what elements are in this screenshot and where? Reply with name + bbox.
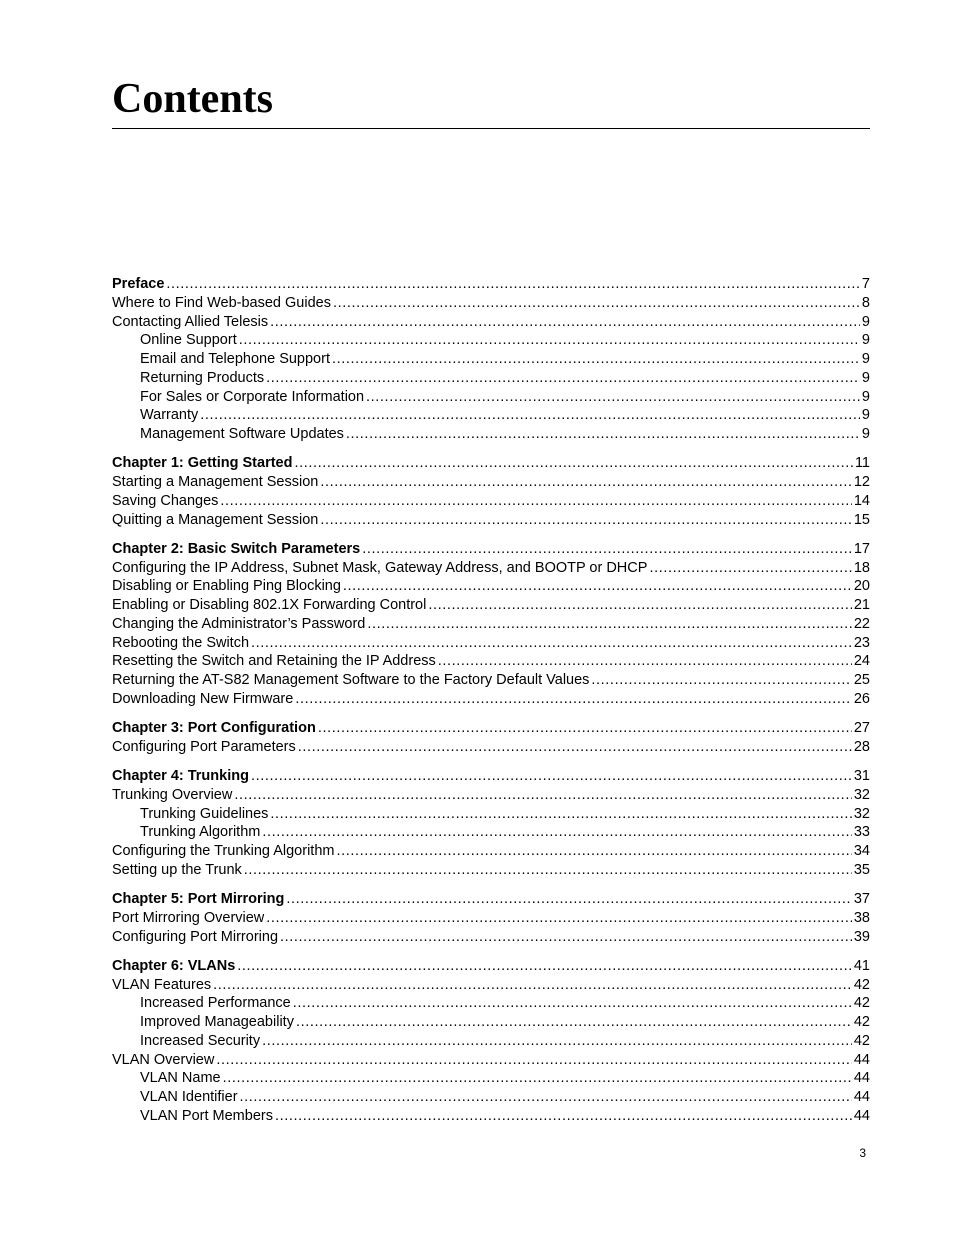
toc-entry[interactable]: [112, 671, 870, 690]
toc-entry-label: Disabling or Enabling Ping Blocking: [112, 578, 341, 595]
toc-entry[interactable]: [112, 406, 870, 425]
dot-leader: [262, 823, 852, 842]
toc-entry[interactable]: [112, 473, 870, 492]
dot-leader: [200, 406, 860, 425]
toc-entry-page: 25: [853, 672, 870, 688]
dot-leader: [270, 805, 851, 824]
dot-leader: [275, 1107, 852, 1126]
toc-entry-page: 31: [853, 768, 870, 784]
toc-entry-page: 44: [853, 1107, 870, 1124]
page-number: 3: [859, 1146, 866, 1160]
toc-entry[interactable]: [112, 350, 870, 369]
toc-entry[interactable]: [112, 1107, 870, 1126]
toc-entry-page: 42: [853, 976, 870, 993]
dot-leader: [366, 388, 860, 407]
toc-entry[interactable]: [112, 823, 870, 842]
dot-leader: [216, 1051, 852, 1070]
dot-leader: [239, 331, 860, 350]
dot-leader: [251, 767, 852, 786]
toc-entry-page: 12: [853, 474, 870, 490]
toc-entry-label: VLAN Port Members: [140, 1107, 273, 1124]
toc-entry-page: 9: [861, 332, 870, 349]
toc-entry[interactable]: [112, 1069, 870, 1088]
toc-entry[interactable]: [112, 313, 870, 332]
toc-entry[interactable]: [112, 511, 870, 530]
dot-leader: [332, 350, 860, 369]
dot-leader: [320, 511, 852, 530]
toc-entry-page: 42: [853, 1014, 870, 1030]
toc-entry-page: 18: [853, 559, 870, 576]
dot-leader: [343, 577, 852, 596]
toc-group: [112, 767, 870, 880]
title-divider: [112, 128, 870, 129]
toc-entry-label: Trunking Guidelines: [140, 805, 269, 822]
table-of-contents: [112, 275, 870, 1136]
dot-leader: [649, 559, 851, 578]
toc-entry-page: 42: [853, 995, 870, 1012]
toc-entry-label: Email and Telephone Support: [140, 351, 330, 367]
toc-entry-page: 44: [853, 1089, 870, 1105]
dot-leader: [280, 928, 852, 947]
toc-entry-label: Rebooting the Switch: [112, 634, 250, 651]
toc-entry[interactable]: [112, 805, 870, 824]
toc-entry[interactable]: [112, 842, 870, 861]
toc-entry-page: 22: [853, 615, 870, 632]
toc-entry[interactable]: [112, 634, 870, 653]
toc-entry-label: Configuring the Trunking Algorithm: [112, 843, 335, 859]
dot-leader: [223, 1069, 852, 1088]
toc-entry-page: 44: [853, 1051, 870, 1068]
toc-entry-page: 38: [853, 909, 870, 926]
page-title: Contents: [112, 76, 274, 122]
dot-leader: [166, 275, 860, 294]
toc-entry[interactable]: [112, 559, 870, 578]
toc-entry-page: 23: [853, 634, 870, 651]
toc-entry-page: 37: [853, 891, 870, 907]
toc-group: [112, 957, 870, 1126]
toc-chapter-entry[interactable]: [112, 719, 870, 738]
dot-leader: [293, 994, 852, 1013]
dot-leader: [318, 719, 852, 738]
toc-entry-page: 26: [853, 690, 870, 707]
toc-entry-page: 11: [854, 455, 870, 472]
toc-entry-label: Management Software Updates: [140, 426, 344, 442]
toc-entry-label: VLAN Name: [140, 1070, 221, 1087]
dot-leader: [244, 861, 852, 880]
toc-group: [112, 719, 870, 757]
toc-entry[interactable]: [112, 331, 870, 350]
toc-entry-page: 42: [853, 1032, 870, 1049]
dot-leader: [286, 890, 851, 909]
toc-chapter-entry[interactable]: [112, 454, 870, 473]
toc-entry-label: Downloading New Firmware: [112, 690, 294, 707]
toc-entry-page: 24: [853, 653, 870, 670]
toc-entry-label: VLAN Overview: [112, 1051, 215, 1068]
toc-entry[interactable]: [112, 1013, 870, 1032]
toc-entry[interactable]: [112, 1051, 870, 1070]
dot-leader: [266, 909, 852, 928]
toc-entry-label: Chapter 4: Trunking: [112, 768, 249, 784]
toc-entry[interactable]: [112, 492, 870, 511]
toc-entry-label: Increased Security: [140, 1032, 261, 1049]
toc-entry-label: Enabling or Disabling 802.1X Forwarding Control: [112, 597, 427, 613]
toc-entry-page: 8: [861, 294, 870, 311]
toc-chapter-entry[interactable]: [112, 767, 870, 786]
toc-entry-label: Chapter 3: Port Configuration: [112, 720, 316, 736]
dot-leader: [237, 957, 852, 976]
toc-entry-label: VLAN Identifier: [140, 1089, 238, 1105]
dot-leader: [591, 671, 851, 690]
toc-chapter-entry[interactable]: [112, 275, 870, 294]
toc-group: [112, 275, 870, 444]
toc-entry-page: 14: [853, 492, 870, 509]
dot-leader: [251, 634, 852, 653]
toc-entry[interactable]: [112, 615, 870, 634]
toc-entry[interactable]: [112, 994, 870, 1013]
toc-entry-label: Quitting a Management Session: [112, 511, 319, 528]
toc-entry-page: 17: [853, 540, 870, 557]
dot-leader: [367, 615, 852, 634]
toc-entry-page: 9: [861, 388, 870, 405]
toc-entry[interactable]: [112, 388, 870, 407]
toc-entry-page: 15: [853, 511, 870, 528]
toc-entry-label: Starting a Management Session: [112, 474, 319, 490]
toc-entry-label: Preface: [112, 276, 165, 292]
toc-entry[interactable]: [112, 738, 870, 757]
dot-leader: [362, 540, 852, 559]
toc-entry[interactable]: [112, 577, 870, 596]
toc-entry-label: Returning Products: [140, 369, 265, 386]
toc-entry-label: Where to Find Web-based Guides: [112, 294, 331, 311]
dot-leader: [266, 369, 860, 388]
dot-leader: [240, 1088, 852, 1107]
toc-entry-label: Chapter 1: Getting Started: [112, 455, 293, 472]
toc-entry-label: Warranty: [140, 407, 199, 424]
toc-entry-label: Chapter 2: Basic Switch Parameters: [112, 540, 361, 557]
toc-entry-label: Configuring Port Parameters: [112, 738, 296, 755]
toc-entry-page: 7: [861, 276, 870, 292]
toc-group: [112, 540, 870, 709]
dot-leader: [234, 786, 852, 805]
toc-entry-label: Port Mirroring Overview: [112, 909, 265, 926]
toc-entry-page: 27: [853, 720, 870, 736]
toc-entry[interactable]: [112, 976, 870, 995]
toc-entry[interactable]: [112, 861, 870, 880]
toc-entry-label: Online Support: [140, 332, 237, 349]
toc-entry-page: 32: [853, 786, 870, 803]
dot-leader: [295, 690, 852, 709]
toc-entry-label: Saving Changes: [112, 492, 219, 509]
toc-entry-page: 9: [861, 407, 870, 424]
toc-entry[interactable]: [112, 928, 870, 947]
toc-entry-page: 9: [861, 369, 870, 386]
toc-entry-page: 41: [853, 957, 870, 974]
dot-leader: [213, 976, 852, 995]
toc-entry-label: Returning the AT-S82 Management Software to the Factory Default Values: [112, 672, 590, 688]
toc-entry-label: Contacting Allied Telesis: [112, 313, 269, 330]
toc-entry-page: 9: [861, 313, 870, 330]
dot-leader: [428, 596, 852, 615]
toc-entry-label: For Sales or Corporate Information: [140, 388, 365, 405]
toc-chapter-entry[interactable]: [112, 540, 870, 559]
dot-leader: [336, 842, 851, 861]
toc-entry-label: VLAN Features: [112, 976, 212, 993]
toc-entry-label: Trunking Overview: [112, 786, 233, 803]
toc-group: [112, 454, 870, 529]
toc-entry-label: Improved Manageability: [140, 1014, 294, 1030]
toc-entry[interactable]: [112, 596, 870, 615]
toc-entry[interactable]: [112, 1088, 870, 1107]
toc-entry[interactable]: [112, 652, 870, 671]
dot-leader: [333, 294, 860, 313]
toc-entry-label: Resetting the Switch and Retaining the IP Address: [112, 653, 436, 670]
toc-chapter-entry[interactable]: [112, 890, 870, 909]
dot-leader: [220, 492, 851, 511]
dot-leader: [294, 454, 852, 473]
toc-entry[interactable]: [112, 909, 870, 928]
toc-entry-label: Changing the Administrator’s Password: [112, 615, 366, 632]
dot-leader: [296, 1013, 852, 1032]
toc-entry[interactable]: [112, 425, 870, 444]
toc-chapter-entry[interactable]: [112, 957, 870, 976]
toc-entry-page: 28: [853, 738, 870, 755]
toc-entry-page: 39: [853, 928, 870, 945]
toc-entry[interactable]: [112, 1032, 870, 1051]
toc-entry[interactable]: [112, 690, 870, 709]
toc-entry-label: Configuring the IP Address, Subnet Mask, Gateway Address, and BOOTP or DHCP: [112, 559, 648, 576]
dot-leader: [298, 738, 852, 757]
toc-entry-label: Increased Performance: [140, 995, 291, 1012]
dot-leader: [262, 1032, 852, 1051]
toc-entry-page: 20: [853, 578, 870, 595]
toc-entry-page: 9: [861, 426, 870, 442]
toc-entry-page: 44: [853, 1070, 870, 1087]
toc-group: [112, 890, 870, 946]
toc-entry-page: 32: [853, 805, 870, 822]
dot-leader: [270, 313, 860, 332]
toc-entry-page: 21: [853, 597, 870, 613]
toc-entry-label: Chapter 5: Port Mirroring: [112, 891, 285, 907]
toc-entry-page: 35: [853, 861, 870, 878]
dot-leader: [438, 652, 852, 671]
toc-entry-page: 33: [853, 824, 870, 841]
toc-entry-label: Setting up the Trunk: [112, 861, 242, 878]
toc-entry-page: 9: [861, 351, 870, 367]
toc-entry[interactable]: [112, 369, 870, 388]
toc-entry-label: Trunking Algorithm: [140, 824, 261, 841]
toc-entry-label: Chapter 6: VLANs: [112, 957, 236, 974]
toc-entry[interactable]: [112, 294, 870, 313]
toc-entry-label: Configuring Port Mirroring: [112, 928, 279, 945]
toc-entry-page: 34: [853, 843, 870, 859]
dot-leader: [346, 425, 860, 444]
dot-leader: [320, 473, 852, 492]
toc-entry[interactable]: [112, 786, 870, 805]
